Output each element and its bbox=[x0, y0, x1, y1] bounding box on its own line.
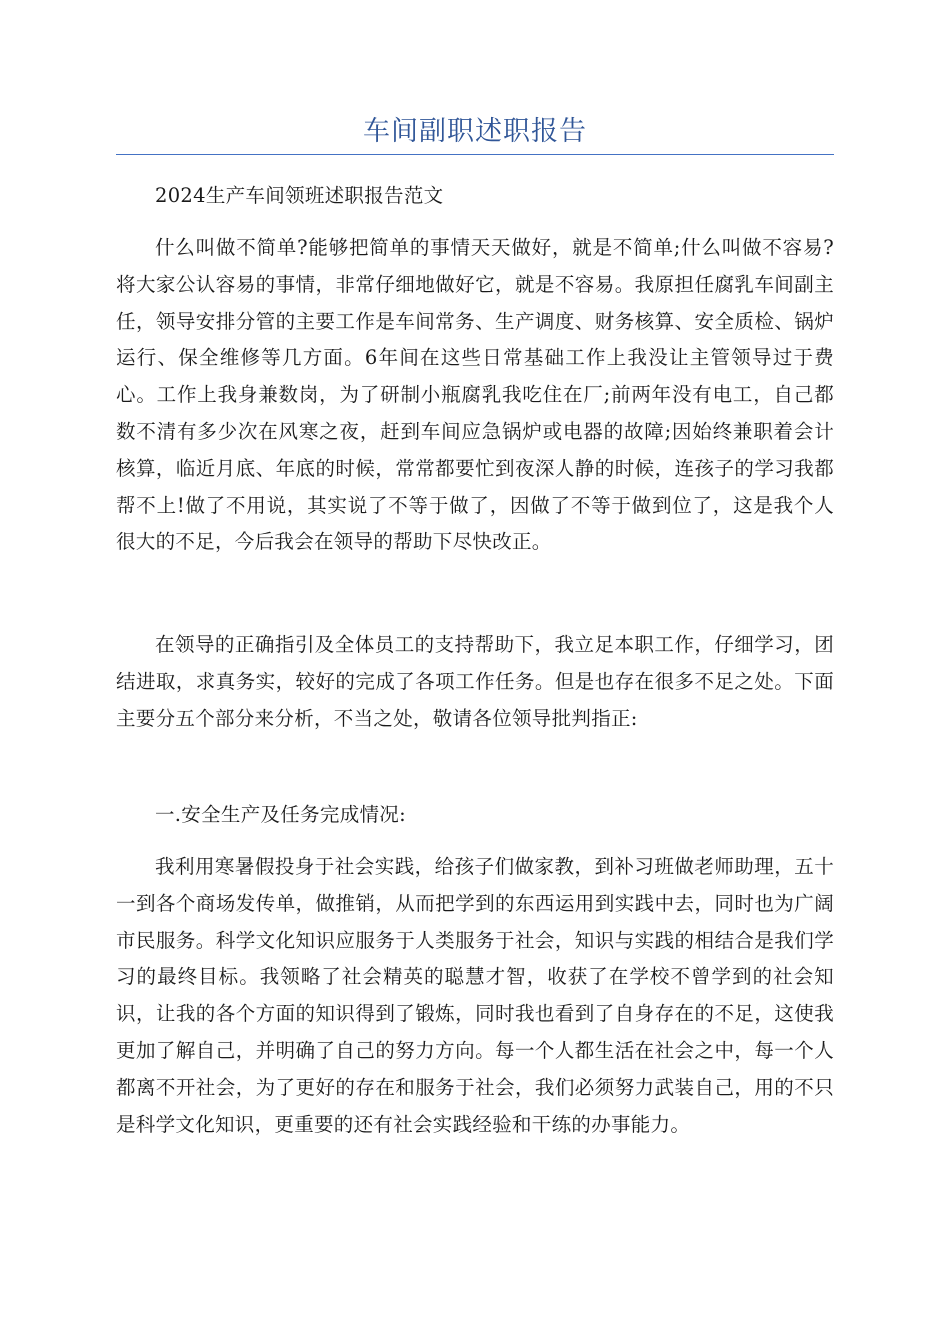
document-title: 车间副职述职报告 bbox=[363, 116, 587, 147]
document-subtitle: 2024生产车间领班述职报告范文 bbox=[155, 184, 444, 207]
title-underline-rule bbox=[116, 154, 834, 155]
paragraph-overview: 在领导的正确指引及全体员工的支持帮助下，我立足本职工作，仔细学习，团结进取，求真务实，较好的完成了各项工作任务。但是也存在很多不足之处。下面主要分五个部分来分析，不当之处，敬请各位领导批判指正: bbox=[116, 633, 834, 730]
paragraph-practice: 我利用寒暑假投身于社会实践，给孩子们做家教，到补习班做老师助理，五十一到各个商场发传单，做推销，从而把学到的东西运用到实践中去，同时也为广阔市民服务。科学文化知识应服务于人类服务于社会，知识与实践的相结合是我们学习的最终目标。我领略了社会精英的聪慧才智，收获了在学校不曾学到的社会知识，让我的各个方面的知识得到了锻炼，同时我也看到了自身存在的不足，这使我更加了解自己，并明确了自己的努力方向。每一个人都生活在社会之中，每一个人都离不开社会，为了更好的存在和服务于社会，我们必须努力武装自己，用的不只是科学文化知识，更重要的还有社会实践经验和干练的办事能力。 bbox=[116, 855, 834, 1136]
paragraph-intro: 什么叫做不简单?能够把简单的事情天天做好，就是不简单;什么叫做不容易?将大家公认容易的事情，非常仔细地做好它，就是不容易。我原担任腐乳车间副主任，领导安排分管的主要工作是车间常务、生产调度、财务核算、安全质检、锅炉运行、保全维修等几方面。6年间在这些日常基础工作上我没让主管领导过于费心。工作上我身兼数岗，为了研制小瓶腐乳我吃住在厂;前两年没有电工，自己都数不清有多少次在风寒之夜，赶到车间应急锅炉或电器的故障;因始终兼职着会计核算，临近月底、年底的时候，常常都要忙到夜深人静的时候，连孩子的学习我都帮不上!做了不用说，其实说了不等于做了，因做了不等于做到位了，这是我个人很大的不足，今后我会在领导的帮助下尽快改正。 bbox=[116, 236, 834, 554]
section-heading-safety: 一.安全生产及任务完成情况: bbox=[155, 803, 406, 826]
